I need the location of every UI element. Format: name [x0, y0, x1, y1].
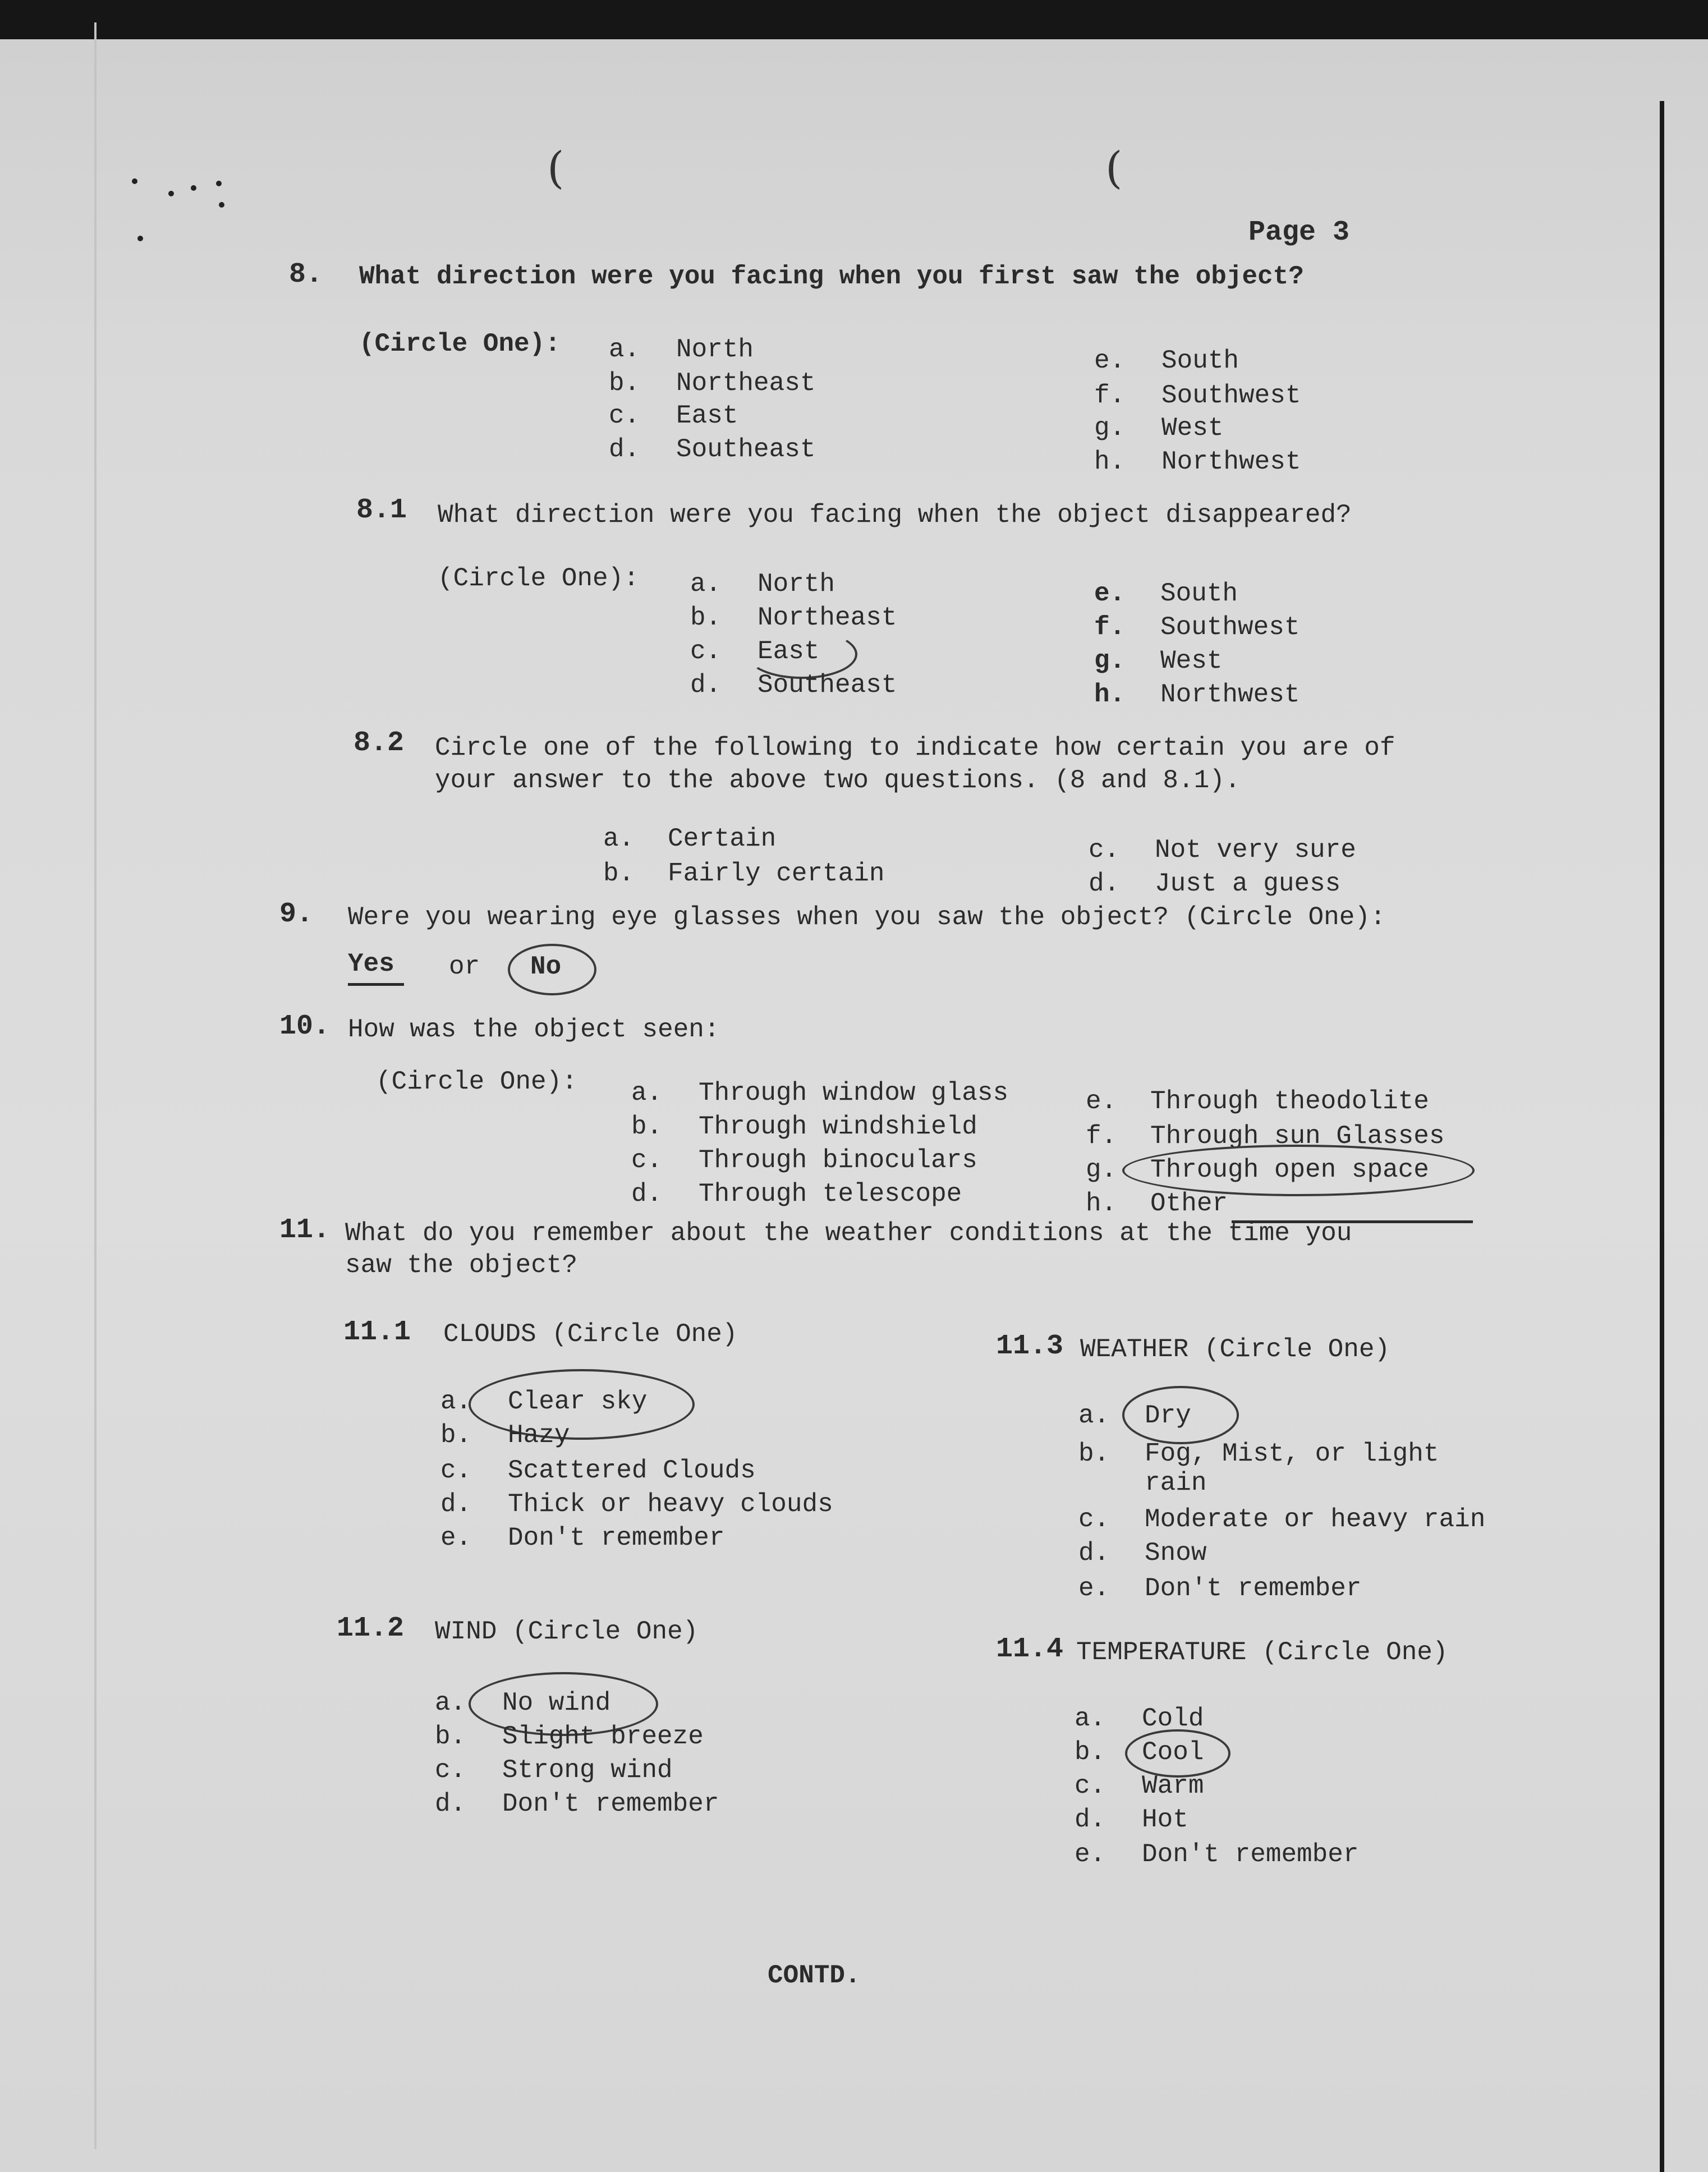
q11-4-option-label[interactable]: Cold [1142, 1704, 1204, 1733]
q8-option-letter: g. [1094, 414, 1126, 443]
q10-option-label[interactable]: Through telescope [699, 1179, 962, 1209]
paren-mark-left: ( [547, 143, 564, 194]
q8-option-letter: c. [609, 401, 640, 430]
q8-1-option-letter: c. [690, 637, 722, 666]
q11-4-number: 11.4 [996, 1633, 1064, 1665]
q11-3-option-label[interactable]: Snow [1145, 1539, 1207, 1568]
q8-1-option-label[interactable]: Southwest [1160, 613, 1300, 642]
q8-2-question-line1: Circle one of the following to indicate how certain you are of [435, 733, 1395, 763]
q10-option-letter: h. [1086, 1189, 1117, 1218]
q8-1-option-letter: h. [1094, 680, 1126, 709]
q8-option-label[interactable]: East [676, 401, 738, 430]
q8-2-option-letter: b. [603, 859, 635, 888]
q10-instruction: (Circle One): [376, 1067, 577, 1096]
q8-2-question-line2: your answer to the above two questions. (8 and 8.1). [435, 766, 1241, 795]
q8-1-option-label[interactable]: Northwest [1160, 680, 1300, 709]
q8-1-option-label[interactable]: Northeast [757, 603, 897, 632]
q8-instruction: (Circle One): [359, 329, 561, 359]
q11-4-option-label[interactable]: Warm [1142, 1771, 1204, 1801]
scan-speck [137, 236, 143, 241]
q11-1-option-label[interactable]: Don't remember [508, 1523, 725, 1553]
q8-1-option-letter: f. [1094, 613, 1126, 642]
q11-1-option-letter: b. [440, 1421, 472, 1450]
q11-3-option-letter: e. [1078, 1574, 1110, 1603]
footer-contd: CONTD. [768, 1961, 861, 1990]
q11-2-option-letter: c. [435, 1756, 466, 1785]
q8-1-option-label[interactable]: Southeast [757, 671, 897, 700]
q11-1-option-label[interactable]: Scattered Clouds [508, 1456, 756, 1485]
q8-1-option-label[interactable]: South [1160, 579, 1238, 608]
q11-4-option-label[interactable]: Don't remember [1142, 1840, 1359, 1869]
q11-3-option-letter: a. [1078, 1401, 1110, 1430]
q9-yes-option[interactable]: Yes [348, 949, 394, 979]
q10-option-label[interactable]: Through binoculars [699, 1146, 977, 1175]
q8-1-option-label-circled[interactable]: East [757, 637, 820, 666]
q11-2-option-label[interactable]: Strong wind [502, 1756, 673, 1785]
q11-number: 11. [279, 1214, 330, 1246]
q11-1-option-letter: a. [440, 1387, 472, 1416]
q9-number: 9. [279, 898, 314, 930]
q8-1-number: 8.1 [356, 494, 407, 526]
q8-2-option-letter: c. [1089, 835, 1120, 865]
q8-2-option-label[interactable]: Not very sure [1155, 835, 1356, 865]
q9-yes-underline [348, 983, 404, 986]
scan-speck [219, 202, 224, 208]
q8-option-label[interactable]: Southeast [676, 435, 816, 464]
q11-4-option-letter: d. [1075, 1805, 1106, 1834]
q11-2-option-letter: b. [435, 1722, 466, 1751]
q11-3-title: WEATHER (Circle One) [1080, 1335, 1390, 1364]
scan-top-border [0, 0, 1708, 39]
q8-option-letter: e. [1094, 346, 1126, 375]
q10-option-letter: b. [631, 1112, 663, 1141]
q10-option-letter: c. [631, 1146, 663, 1175]
q8-2-option-label[interactable]: Certain [668, 824, 777, 853]
q8-1-option-letter: g. [1094, 646, 1126, 676]
q11-3-option-label-circled[interactable]: Dry [1145, 1401, 1191, 1430]
q11-4-option-letter: c. [1075, 1771, 1106, 1801]
q10-option-letter: f. [1086, 1122, 1117, 1151]
scan-speck [216, 181, 222, 186]
q11-2-number: 11.2 [337, 1613, 405, 1645]
answer-circle [469, 1369, 695, 1440]
q10-option-label-circled[interactable]: Through open space [1150, 1155, 1429, 1184]
q10-option-label[interactable]: Through window glass [699, 1078, 1009, 1108]
q9-or-text: or [449, 952, 480, 981]
q11-3-option-label[interactable]: Don't remember [1145, 1574, 1362, 1603]
q8-1-option-label[interactable]: North [757, 570, 835, 599]
q11-question-line2: saw the object? [345, 1251, 578, 1280]
q10-option-letter: e. [1086, 1087, 1117, 1116]
answer-circle [1125, 1729, 1231, 1778]
q8-option-label[interactable]: Northwest [1161, 447, 1301, 476]
q11-3-option-label[interactable]: Fog, Mist, or light [1145, 1439, 1439, 1468]
q11-1-option-label[interactable]: Hazy [508, 1421, 570, 1450]
q10-option-letter: a. [631, 1078, 663, 1108]
q10-option-letter: d. [631, 1179, 663, 1209]
q9-question: Were you wearing eye glasses when you saw the object? (Circle One): [348, 903, 1386, 932]
q11-4-option-letter: a. [1075, 1704, 1106, 1733]
q11-1-option-letter: d. [440, 1490, 472, 1519]
q11-3-option-letter: d. [1078, 1539, 1110, 1568]
page-fold-line [94, 22, 97, 2149]
q8-question: What direction were you facing when you first saw the object? [359, 262, 1304, 291]
q11-1-option-label-circled[interactable]: Clear sky [508, 1387, 648, 1416]
q11-1-option-letter: c. [440, 1456, 472, 1485]
scan-speck [191, 185, 196, 191]
q11-3-option-label[interactable]: rain [1145, 1468, 1207, 1498]
q11-2-option-letter: d. [435, 1789, 466, 1819]
paren-mark-right: ( [1105, 143, 1123, 194]
q8-option-letter: f. [1094, 381, 1126, 410]
q9-no-option-circled[interactable]: No [530, 952, 562, 981]
scan-speck [168, 191, 174, 196]
q11-1-option-label[interactable]: Thick or heavy clouds [508, 1490, 833, 1519]
q8-1-option-letter: a. [690, 570, 722, 599]
q11-2-option-letter: a. [435, 1688, 466, 1718]
q10-number: 10. [279, 1011, 330, 1043]
q8-1-option-letter: e. [1094, 579, 1126, 608]
q10-question: How was the object seen: [348, 1015, 720, 1044]
q11-4-option-label[interactable]: Hot [1142, 1805, 1188, 1834]
q11-3-option-letter: b. [1078, 1439, 1110, 1468]
scan-right-edge [1660, 101, 1664, 2172]
q8-option-label[interactable]: Northeast [676, 369, 816, 398]
q8-option-letter: h. [1094, 447, 1126, 476]
q10-option-letter: g. [1086, 1155, 1117, 1184]
q8-2-option-label[interactable]: Fairly certain [668, 859, 885, 888]
q11-4-option-letter: b. [1075, 1738, 1106, 1767]
q8-1-option-label[interactable]: West [1160, 646, 1223, 676]
q8-1-instruction: (Circle One): [438, 564, 639, 593]
q8-option-letter: a. [609, 335, 640, 364]
q8-2-option-letter: a. [603, 824, 635, 853]
q11-2-option-label[interactable]: Don't remember [502, 1789, 719, 1819]
q8-option-label[interactable]: North [676, 335, 754, 364]
q8-number: 8. [289, 259, 323, 291]
scan-speck [132, 178, 137, 184]
q11-4-option-label-circled[interactable]: Cool [1142, 1738, 1204, 1767]
q8-1-option-letter: d. [690, 671, 722, 700]
q8-1-question: What direction were you facing when the object disappeared? [438, 500, 1352, 530]
q8-2-option-label[interactable]: Just a guess [1155, 869, 1341, 898]
q11-2-option-label[interactable]: Slight breeze [502, 1722, 704, 1751]
q8-2-number: 8.2 [353, 727, 405, 759]
q8-2-option-letter: d. [1089, 869, 1120, 898]
q11-1-number: 11.1 [343, 1316, 411, 1348]
q8-1-option-letter: b. [690, 603, 722, 632]
q10-option-label[interactable]: Through theodolite [1150, 1087, 1429, 1116]
q10-option-label[interactable]: Through sun Glasses [1150, 1122, 1445, 1151]
q11-1-option-letter: e. [440, 1523, 472, 1553]
q11-3-option-label[interactable]: Moderate or heavy rain [1145, 1505, 1486, 1534]
answer-circle [1122, 1386, 1239, 1444]
q11-question-line1: What do you remember about the weather conditions at the time you [345, 1219, 1352, 1248]
q11-3-option-letter: c. [1078, 1505, 1110, 1534]
q8-option-label[interactable]: Southwest [1161, 381, 1301, 410]
q11-2-title: WIND (Circle One) [435, 1617, 699, 1646]
q11-3-number: 11.3 [996, 1330, 1064, 1362]
q11-2-option-label-circled[interactable]: No wind [502, 1688, 611, 1718]
q10-option-label[interactable]: Other [1150, 1189, 1228, 1218]
q8-option-label[interactable]: South [1161, 346, 1239, 375]
page-label: Page 3 [1248, 217, 1350, 249]
q10-option-label[interactable]: Through windshield [699, 1112, 977, 1141]
answer-circle [508, 944, 596, 995]
q8-option-letter: d. [609, 435, 640, 464]
q8-option-label[interactable]: West [1161, 414, 1224, 443]
q11-4-title: TEMPERATURE (Circle One) [1076, 1638, 1448, 1667]
q11-4-option-letter: e. [1075, 1840, 1106, 1869]
q8-option-letter: b. [609, 369, 640, 398]
q11-1-title: CLOUDS (Circle One) [443, 1320, 738, 1349]
